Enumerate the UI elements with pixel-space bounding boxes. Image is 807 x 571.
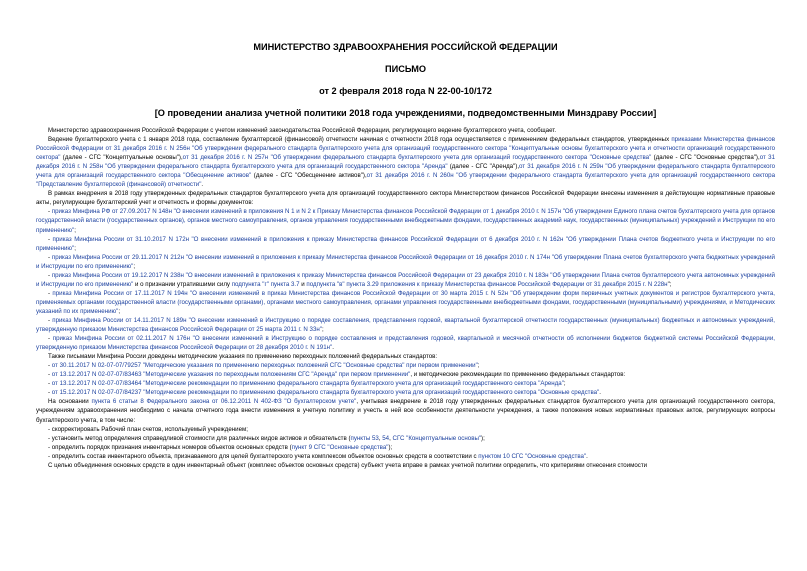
link-order-189n[interactable]: приказ Минфина России от 14.11.2017 N 189н "О внесении изменений в Инструкцию о порядке составления, представления годовой, квартальной бухгалтерской отчетности государственных (муниципальных) бюджетных и автономных учреждений, утвержденную приказом Министерства финансов Российской Федерации от 25 марта 2011 г. N 33н" <box>36 316 775 334</box>
text: ; <box>74 244 76 252</box>
list-item-189n <box>36 316 775 334</box>
link-letter-83463[interactable]: от 13.12.2017 N 02-07-07/83463 "Методические указания по переходным положениям СГС "Аренда" при первом применении" <box>51 371 411 379</box>
text: , и методические рекомендации по применению федеральных стандартов: <box>410 371 626 379</box>
text: - <box>48 380 52 388</box>
link-sgs-conceptual[interactable]: СГС "Концептуальные основы" <box>392 434 482 442</box>
link-point-9[interactable]: пункт 9 СГС "Основные средства" <box>291 443 389 451</box>
document-date-number: от 2 февраля 2018 года N 22-00-10/172 <box>319 86 492 96</box>
link-point-10[interactable]: пунктом 10 СГС "Основные средства" <box>478 452 587 460</box>
link-law-402fz[interactable]: пункта 6 статьи 8 Федерального закона от 06.12.2011 N 402-ФЗ "О бухгалтерском учете" <box>91 398 357 406</box>
list-item-letter-83463 <box>36 370 775 379</box>
link-order-238n[interactable]: приказ Минфина России от 19.12.2017 N 238н "О внесении изменений в приложения к приказу Министерства финансов Российской Федерации от 23 декабря 2010 г. N 183н "Об утверждении Плана счетов бухгалтерского учета автономных учреждений и Инструкции по его применению" <box>36 271 775 288</box>
text: ; <box>321 326 324 334</box>
text: (далее - СГС "Концептуальные основы"), <box>60 154 183 162</box>
list-item-inventory-numbers <box>36 443 775 452</box>
paragraph-standards <box>36 135 775 189</box>
link-order-176n[interactable]: приказ Минфина России от 02.11.2017 N 176н "О внесении изменений в Инструкцию о порядке составления и представления годовой, квартальной и месячной отчетности об исполнении бюджетов бюджетной системы Российской Федерации, утвержденную приказом Министерства финансов Российской Федерации от 28 декабря 2010 г. N 191н" <box>36 335 775 352</box>
link-point-54[interactable]: 54 <box>382 434 390 442</box>
link-letter-83464[interactable]: от 13.12.2017 N 02-07-07/83464 "Методические рекомендации по применению федерального стандарта бухгалтерского учета для организаций государственного сектора "Аренда" <box>51 380 564 388</box>
link-order-256n[interactable]: приказами Министерства финансов Российской Федерации от 31 декабря 2016 г. N 256н "Об утверждении федерального стандарта бухгалтерского учета для организаций государственного сектора "Концептуальные основы бухгалтерского учета и отчетности организаций государственного сектора" <box>36 136 775 162</box>
text: - <box>48 289 53 297</box>
text: Ведение бухгалтерского учета с 1 января 2018 года, составление бухгалтерской (финансовой) отчетности начиная с отчетности 2018 года осуществляется с применением федеральных стандартов, утвержденных <box>48 136 672 144</box>
link-order-258n[interactable]: от 31 декабря 2016 г. N 258н "Об утверждении федерального стандарта бухгалтерского учета для организаций государственного сектора "Аренда" <box>36 154 775 171</box>
link-letter-84237[interactable]: от 15.12.2017 N 02-07-07/84237 "Методические рекомендации по применению федерального стандарта бухгалтерского учета для организаций государственного сектора "Основные средства" <box>51 389 600 397</box>
list-item-inventory-object <box>36 452 775 461</box>
text: - <box>48 362 52 370</box>
text: (далее - СГС "Обесценение активов"), <box>251 172 367 180</box>
list-item-148n <box>36 207 775 234</box>
text: - <box>48 235 53 243</box>
link-order-148n[interactable]: приказ Минфина РФ от 27.09.2017 N 148н "О внесении изменений в приложения N 1 и N 2 к Приказу Министерства финансов Российской Федерации от 1 декабря 2010 г. N 157н "Об утверждении Единого плана счетов бухгалтерского учета для органов государственной власти (государственных органов), органов местного самоуправления, органов управления государственными внебюджетными фондами, государственных академий наук, государственных (муниципальных) учреждений и Инструкции по его применению" <box>36 208 775 234</box>
text: , <box>378 434 383 442</box>
list-item-172n <box>36 235 775 253</box>
list-item-212n <box>36 253 775 271</box>
text: ; <box>118 307 121 315</box>
link-order-212n[interactable]: приказ Минфина России от 29.11.2017 N 212н "О внесении изменений в приложения к приказу Министерства финансов Российской Федерации от 16 декабря 2010 г. N 174н "Об утверждении Плана счетов бухгалтерского учета бюджетных учреждений и Инструкции по его применению" <box>36 253 775 270</box>
text: - <box>48 271 52 279</box>
text: (далее - СГС "Основные средства"), <box>651 154 760 162</box>
text: - <box>48 389 52 397</box>
list-item-176n <box>36 334 775 352</box>
text: , учитывая внедрение в 2018 году утвержденных федеральных стандартов бухгалтерского учета для организаций государственного сектора, учреждениям здравоохранения необходимо с начала отчетного года внести изменения в учетную политику и учесть в ней все особенности деятельности учреждения, а также положения новых нормативных правовых актов, регулирующих вопросы бухгалтерского учета, в том числе: <box>36 398 775 424</box>
list-item-letter-79257 <box>36 361 775 370</box>
paragraph-letters: Также письмами Минфина России доведены методические указания по применению переходных положений федеральных стандартов: <box>48 353 438 361</box>
text: ; <box>74 226 76 234</box>
text: (далее - СГС "Аренда"), <box>447 163 520 171</box>
text: ; <box>477 362 480 370</box>
text: - определить порядок признания инвентарных номеров объектов основных средств ( <box>48 443 292 451</box>
link-order-260n[interactable]: от 31 декабря 2016 г. N 260н "Об утверждении федерального стандарта бухгалтерского учета для организаций государственного сектора "Представление бухгалтерской (финансовой) отчетности" <box>36 172 775 189</box>
paragraph-combining-assets: С целью объединения основных средств в один инвентарный объект (комплекс объектов основных средств) субъект учета вправе в рамках учетной политики определить, что критериями отнесения стоимости <box>48 461 648 469</box>
list-item-fair-value <box>36 434 775 443</box>
link-order-259n[interactable]: от 31 декабря 2016 г. N 259н "Об утверждении федерального стандарта бухгалтерского учета для организаций государственного сектора "Обесценение активов" <box>36 163 776 180</box>
list-item-chart-of-accounts: - скорректировать Рабочий план счетов, используемый учреждением; <box>48 425 248 433</box>
paragraph-intro: Министерство здравоохранения Российской Федерации с учетом изменений законодательства Российской Федерации, регулирующего ведение бухгалтерского учета, сообщает. <box>48 127 557 134</box>
link-order-172n[interactable]: приказ Минфина России от 31.10.2017 N 172н "О внесении изменений в приложения к приказу Министерства финансов Российской Федерации от 6 декабря 2010 г. N 162н "Об утверждении Плана счетов бюджетного учета и Инструкции по его применению" <box>36 235 775 252</box>
text: . <box>332 344 334 352</box>
text: - определить состав инвентарного объекта, признаваемого для целей бухгалтерского учета комплексом объектов основных средств в соответствии с <box>48 452 479 460</box>
text: - <box>48 316 53 324</box>
text: . <box>201 181 204 189</box>
list-item-letter-83464 <box>36 379 775 388</box>
document-type: ПИСЬМО <box>384 64 427 74</box>
link-subpoint-3-29[interactable]: подпункта "в" пункта 3.29 приложения к приказу Министерства финансов Российской Федерации от 31 декабря 2015 г. N 228н <box>306 280 668 288</box>
text: . <box>586 452 588 460</box>
document-title: [О проведении анализа учетной политики 2018 года учреждениями, подведомственными Минздраву России] <box>154 108 657 118</box>
text: На основании <box>48 398 92 406</box>
text: ); <box>388 443 393 451</box>
text: "; <box>667 280 672 288</box>
link-order-257n[interactable]: от 31 декабря 2016 г. N 257н "Об утверждении федерального стандарта бухгалтерского учета для организаций государственного сектора "Основные средства" <box>182 154 652 162</box>
link-point-53[interactable]: пункты 53 <box>350 434 379 442</box>
document-header <box>36 0 775 118</box>
text: - <box>48 253 52 261</box>
text: и <box>299 280 307 288</box>
text: - <box>48 208 52 216</box>
link-order-194n[interactable]: приказ Минфина России от 17.11.2017 N 194н "О внесении изменений в приказ Министерства финансов Российской Федерации от 30 марта 2015 г. N 52н "Об утверждении форм первичных учетных документов и регистров бухгалтерского учета, применяемых органами государственной власти (государственными органами), органами местного самоуправления, органами управления государственными внебюджетными фондами, государственными (муниципальными) учреждениями, и Методических указаний по их применению" <box>36 289 775 315</box>
ministry-heading: МИНИСТЕРСТВО ЗДРАВООХРАНЕНИЯ РОССИЙСКОЙ ФЕДЕРАЦИИ <box>253 42 558 52</box>
list-item-238n <box>36 271 775 289</box>
list-item-194n <box>36 289 775 316</box>
text: - <box>48 335 53 343</box>
text: - <box>48 371 52 379</box>
text: ; <box>563 380 566 388</box>
link-subpoint-3-7[interactable]: подпункта "г" пункта 3.7 <box>231 280 300 288</box>
text: - установить метод определения справедливой стоимости для различных видов активов и обязательств ( <box>48 434 351 442</box>
paragraph-basis <box>36 397 775 424</box>
text: и о признании утратившими силу <box>133 280 232 288</box>
text: . <box>599 389 601 397</box>
text: , <box>389 434 393 442</box>
document-body <box>36 126 775 470</box>
list-item-letter-84237 <box>36 388 775 397</box>
text: ; <box>133 262 136 270</box>
link-letter-79257[interactable]: от 30.11.2017 N 02-07-07/79257 "Методические указания по применению переходных положений СГС "Основные средства" при первом применении" <box>51 362 478 370</box>
paragraph-changes: В рамках внедрения в 2018 году утвержденных федеральных стандартов бухгалтерского учета для организаций государственного сектора Министерством финансов Российской Федерации внесены изменения в действующие нормативные правовые акты, регулирующие бухгалтерский учет и отчетность и формы документов: <box>36 190 775 207</box>
text: ); <box>481 434 485 442</box>
